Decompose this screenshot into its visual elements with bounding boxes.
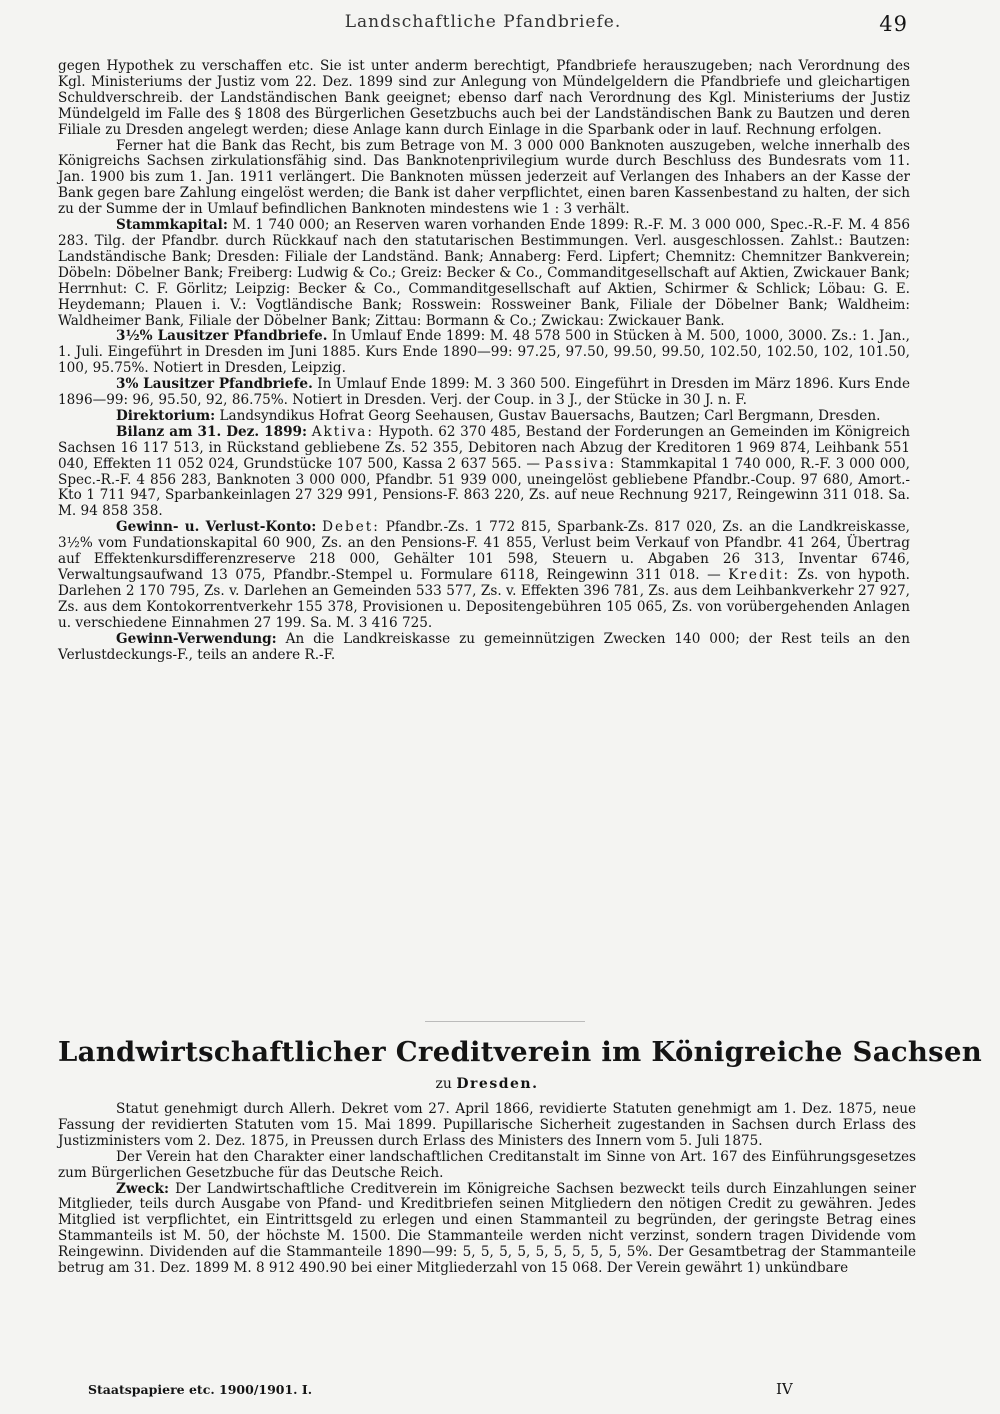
lausitzer-3-label: 3% Lausitzer Pfandbriefe.	[116, 376, 313, 393]
section-title: Landwirtschaftlicher Creditverein im Königreiche Sachsen	[58, 1036, 983, 1068]
gewinn-verwendung-text: An die Landkreiskasse zu gemeinnützigen Zwecken 140 000; der Rest teils an den Verlustdeckungs-F., teils an andere R.-F.	[58, 630, 910, 663]
stammkapital-paragraph	[58, 218, 910, 329]
lausitzer-35-paragraph	[58, 329, 910, 377]
lausitzer-35-text: In Umlauf Ende 1899: M. 48 578 500 in Stücken à M. 500, 1000, 3000. Zs.: 1. Jan., 1. Juli. Eingeführt in Dresden im Juni 1885. Kurs Ende 1890—99: 97.25, 97.50, 99.50, 99.50, 102.50, 102.50, 102, 101.50, 100, 95.75%. Notiert in Dresden, Leipzig.	[58, 328, 910, 377]
running-title: Landschaftliche Pfandbriefe.	[344, 12, 622, 32]
passiva-text: Stammkapital 1 740 000, R.-F. 3 000 000, Spec.-R.-F. 4 856 283, Banknoten 3 000 000, Pfandbr. 51 939 000, uneingelöst gebliebene Pfandbr.-Coup. 97 680, Amort.-Kto 1 711 947, Sparbankeinlagen 27 329 991, Pensions-F. 863 220, Zs. auf neue Rechnung 9217, Reingewinn 311 018. Sa. M. 94 858 358.	[58, 455, 910, 520]
charakter-paragraph: Der Verein hat den Charakter einer landschaftlichen Creditanstalt im Sinne von Art. 167 des Einführungsgesetzes zum Bürgerlichen Gesetzbuche für das Deutsche Reich.	[58, 1148, 916, 1181]
section-sub-city: Dresden.	[456, 1076, 539, 1092]
zweck-paragraph	[58, 1182, 916, 1277]
aktiva-text: Hypoth. 62 370 485, Bestand der Forderungen an Gemeinden im Königreich Sachsen 16 117 513, in Rückstand gebliebene Zs. 52 355, Debitoren nach Abzug der Kreditoren 1 969 874, Leihbank 551 040, Effekten 11 052 024, Grundstücke 107 500, Kassa 2 637 565. —	[58, 423, 911, 472]
aktiva-label: Aktiva:	[311, 423, 374, 440]
section-divider	[425, 1021, 585, 1022]
bilanz-label: Bilanz am 31. Dez. 1899:	[116, 423, 308, 440]
gewinn-verwendung-paragraph	[58, 632, 910, 664]
body-text-lower	[58, 1102, 916, 1277]
passiva-label: Passiva:	[544, 455, 616, 472]
kredit-label: Kredit:	[728, 567, 791, 583]
stammkapital-text: M. 1 740 000; an Reserven waren vorhanden Ende 1899: R.-F. M. 3 000 000, Spec.-R.-F. M. 4 856 283. Tilg. der Pfandbr. durch Rückkauf nach den statutarischen Bestimmungen. Verl. ausgeschlossen. Zahlst.: Bautzen: Landständische Bank; Dresden: Filiale der Landständ. Bank; Annaberg: Ferd. Lipfert; Chemnitz: Chemnitzer Bankverein; Döbeln: Döbelner Bank; Freiberg: Ludwig & Co.; Greiz: Becker & Co., Commanditgesellschaft auf Aktien, Zwickauer Bank; Herrnhut: C. F. Görlitz; Leipzig: Becker & Co., Commanditgesellschaft auf Aktien, Schirmer & Schlick; Löbau: G. E. Heydemann; Plauen i. V.: Vogtländische Bank; Rosswein: Rossweiner Bank, Filiale der Döbelner Bank; Waldheim: Waldheimer Bank, Filiale der Döbelner Bank; Zittau: Bormann & Co.; Zwickau: Zwickauer Bank.	[58, 217, 910, 329]
gewinn-verlust-label: Gewinn- u. Verlust-Konto:	[116, 519, 317, 536]
footer-signature-mark: IV	[776, 1380, 793, 1398]
section-subtitle	[58, 1076, 916, 1092]
zweck-text: Der Landwirtschaftliche Creditverein im Königreiche Sachsen bezweckt teils durch Einzahlungen seiner Mitglieder, teils durch Ausgabe von Pfand- und Kreditbriefen seinen Mitgliedern den nötigen Credit zu gewähren. Jedes Mitglied ist verpflichtet, ein Eintrittsgeld zu erlegen und einen Stammanteil zu begründen, der geringste Betrag eines Stammanteils ist M. 50, der höchste M. 1500. Die Stammanteile werden nicht verzinst, sondern tragen Dividende vom Reingewinn. Dividenden auf die Stammanteile 1890—99: 5, 5, 5, 5, 5, 5, 5, 5, 5, 5%. Der Gesamtbetrag der Stammanteile betrug am 31. Dez. 1899 M. 8 912 490.90 bei einer Mitgliederzahl von 15 068. Der Verein gewährt 1) unkündbare	[58, 1180, 917, 1277]
statut-paragraph: Statut genehmigt durch Allerh. Dekret vom 27. April 1866, revidierte Statuten genehmigt am 1. Dez. 1875, neue Fassung der revidierten Statuten vom 15. Mai 1899. Pupillarische Sicherheit zugestanden in Sachsen durch Erlass des Justizministers vom 2. Dez. 1875, in Preussen durch Erlass des Ministers des Innern vom 5. Juli 1875.	[58, 1101, 916, 1149]
page-number: 49	[879, 12, 908, 36]
running-head	[58, 12, 908, 40]
section-sub-prefix: zu	[435, 1076, 452, 1092]
direktorium-paragraph	[58, 409, 910, 425]
intro-paragraph: gegen Hypothek zu verschaffen etc. Sie ist unter anderm berechtigt, Pfandbriefe herauszugeben; nach Verordnung des Kgl. Ministeriums der Justiz vom 22. Dez. 1899 sind zur Anlegung von Mündelgeldern die Pfandbriefe und gleichartigen Schuldverschreib. der Landständischen Bank geeignet; ebenso darf nach Verordnung des Kgl. Ministeriums der Justiz Mündelgeld im Falle des § 1808 des Bürgerlichen Gesetzbuchs auch bei der Landständischen Bank zu Bautzen und deren Filiale zu Dresden angelegt werden; diese Anlage kann durch Einlage in die Sparbank oder in lauf. Rechnung erfolgen.	[58, 58, 910, 138]
debet-label: Debet:	[322, 519, 380, 536]
lausitzer-3-paragraph	[58, 377, 910, 409]
zweck-label: Zweck:	[116, 1180, 169, 1197]
lausitzer-3-text: In Umlauf Ende 1899: M. 3 360 500. Eingeführt in Dresden im März 1896. Kurs Ende 1896—99: 96, 95.50, 92, 86.75%. Notiert in Dresden. Verj. der Coup. in 3 J., der Stücke in 30 J. n. F.	[58, 376, 911, 409]
lausitzer-35-label: 3½% Lausitzer Pfandbriefe.	[116, 328, 328, 345]
footer-left: Staatspapiere etc. 1900/1901. I.	[88, 1382, 313, 1397]
debet-text: Pfandbr.-Zs. 1 772 815, Sparbank-Zs. 817 020, Zs. an die Landkreiskasse, 3½% vom Fundationskapital 60 900, Zs. an den Pensions-F. 41 855, Verlust beim Verkauf von Pfandbr. 41 264, Übertrag auf Effektenkursdifferenzreserve 218 000, Gehälter 101 598, Steuern u. Abgaben 26 313, Inventar 6746, Verwaltungsaufwand 13 075, Pfandbr.-Stempel u. Formulare 6118, Reingewinn 311 018. —	[58, 519, 910, 583]
kredit-text: Zs. von hypoth. Darlehen 2 170 795, Zs. v. Darlehen an Gemeinden 533 577, Zs. v. Effekten 396 781, Zs. aus dem Leihbankverkehr 27 927, Zs. aus dem Kontokorrentverkehr 155 378, Provisionen u. Depositengebühren 105 065, Zs. von vorübergehenden Anlagen u. verschiedene Einnahmen 27 199. Sa. M. 3 416 725.	[58, 567, 910, 631]
gewinn-verlust-paragraph	[58, 520, 910, 631]
direktorium-label: Direktorium:	[116, 407, 216, 424]
stammkapital-label: Stammkapital:	[116, 217, 228, 234]
banknotes-paragraph: Ferner hat die Bank das Recht, bis zum Betrage von M. 3 000 000 Banknoten auszugeben, welche innerhalb des Königreichs Sachsen zirkulationsfähig sind. Das Banknotenprivilegium wurde durch Beschluss des Bundesrats vom 11. Jan. 1900 bis zum 1. Jan. 1911 verlängert. Die Banknoten müssen jederzeit auf Verlangen des Inhabers an der Kasse der Bank gegen bare Zahlung eingelöst werden; die Bank ist daher verpflichtet, einen baren Kassenbestand zu halten, der sich zu der Summe der in Umlauf befindlichen Banknoten mindestens wie 1 : 3 verhält.	[58, 137, 910, 218]
body-text-upper	[58, 59, 910, 663]
bilanz-paragraph	[58, 425, 910, 520]
direktorium-text: Landsyndikus Hofrat Georg Seehausen, Gustav Bauersachs, Bautzen; Carl Bergmann, Dresden.	[219, 407, 881, 424]
gewinn-verwendung-label: Gewinn-Verwendung:	[116, 630, 277, 647]
